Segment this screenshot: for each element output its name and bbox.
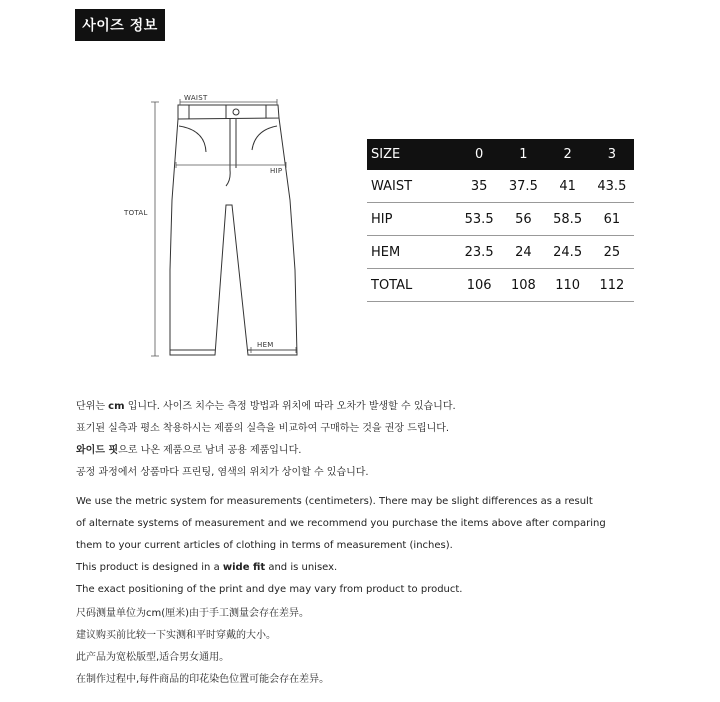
- note-text: and is unisex.: [265, 562, 338, 573]
- table-cell: 106: [457, 269, 501, 302]
- pants-illustration: [0, 0, 360, 380]
- pants-diagram: [0, 0, 360, 380]
- hip-label: HIP: [270, 167, 283, 175]
- row-label: WAIST: [367, 170, 457, 203]
- header-cell: 0: [457, 139, 501, 170]
- chinese-notes: [76, 603, 676, 691]
- row-label: HEM: [367, 236, 457, 269]
- waist-label: WAIST: [184, 94, 208, 102]
- table-row: [367, 203, 634, 236]
- note-bold: wide fit: [222, 562, 266, 573]
- hem-label: HEM: [257, 341, 274, 349]
- row-label: TOTAL: [367, 269, 457, 302]
- header-cell: 3: [590, 139, 634, 170]
- table-cell: 41: [546, 170, 590, 203]
- note-line: [76, 396, 676, 418]
- table-cell: 61: [590, 203, 634, 236]
- table-cell: 24.5: [546, 236, 590, 269]
- note-line: them to your current articles of clothing in terms of measurement (inches).: [76, 540, 453, 551]
- note-line: 此产品为宽松版型,适合男女通用。: [76, 652, 230, 663]
- korean-notes: [76, 396, 676, 484]
- row-label: HIP: [367, 203, 457, 236]
- note-line: 尺码测量单位为cm(厘米)由于手工测量会存在差异。: [76, 608, 310, 619]
- table-cell: 58.5: [546, 203, 590, 236]
- table-cell: 25: [590, 236, 634, 269]
- note-text: 단위는: [76, 401, 109, 412]
- note-line: 공정 과정에서 상품마다 프린팅, 염색의 위치가 상이할 수 있습니다.: [76, 467, 369, 478]
- table-cell: 53.5: [457, 203, 501, 236]
- size-table: [367, 139, 634, 302]
- table-row: [367, 269, 634, 302]
- header-cell: 2: [546, 139, 590, 170]
- table-cell: 112: [590, 269, 634, 302]
- note-bold: cm: [108, 401, 125, 412]
- note-text: 으로 나온 제품으로 남녀 공용 제품입니다.: [118, 445, 302, 456]
- table-cell: 37.5: [501, 170, 545, 203]
- note-text: This product is designed in a: [76, 562, 223, 573]
- note-line: [76, 557, 676, 579]
- total-label: TOTAL: [124, 209, 148, 217]
- note-line: We use the metric system for measurements (centimeters). There may be slight differences as a result: [76, 496, 593, 507]
- size-info-title: 사이즈 정보: [75, 9, 165, 41]
- header-cell: SIZE: [367, 139, 457, 170]
- note-line: 표기된 실측과 평소 착용하시는 제품의 실측을 비교하여 구매하는 것을 권장 드립니다.: [76, 423, 450, 434]
- note-text: 입니다. 사이즈 치수는 측정 방법과 위치에 따라 오차가 발생할 수 있습니다.: [124, 401, 456, 412]
- english-notes: [76, 491, 676, 601]
- table-row: [367, 170, 634, 203]
- table-cell: 35: [457, 170, 501, 203]
- table-row: [367, 236, 634, 269]
- size-table-header: [367, 139, 634, 170]
- note-line: [76, 440, 676, 462]
- table-cell: 108: [501, 269, 545, 302]
- table-cell: 110: [546, 269, 590, 302]
- note-line: The exact positioning of the print and dye may vary from product to product.: [76, 584, 463, 595]
- table-cell: 56: [501, 203, 545, 236]
- note-line: 在制作过程中,每件商品的印花染色位置可能会存在差异。: [76, 674, 330, 685]
- header-cell: 1: [501, 139, 545, 170]
- table-cell: 24: [501, 236, 545, 269]
- table-cell: 23.5: [457, 236, 501, 269]
- table-cell: 43.5: [590, 170, 634, 203]
- note-line: 建议购买前比较一下实测和平时穿戴的大小。: [76, 630, 276, 641]
- note-bold: 와이드 핏: [76, 445, 119, 456]
- note-line: of alternate systems of measurement and we recommend you purchase the items above after comparing: [76, 518, 606, 529]
